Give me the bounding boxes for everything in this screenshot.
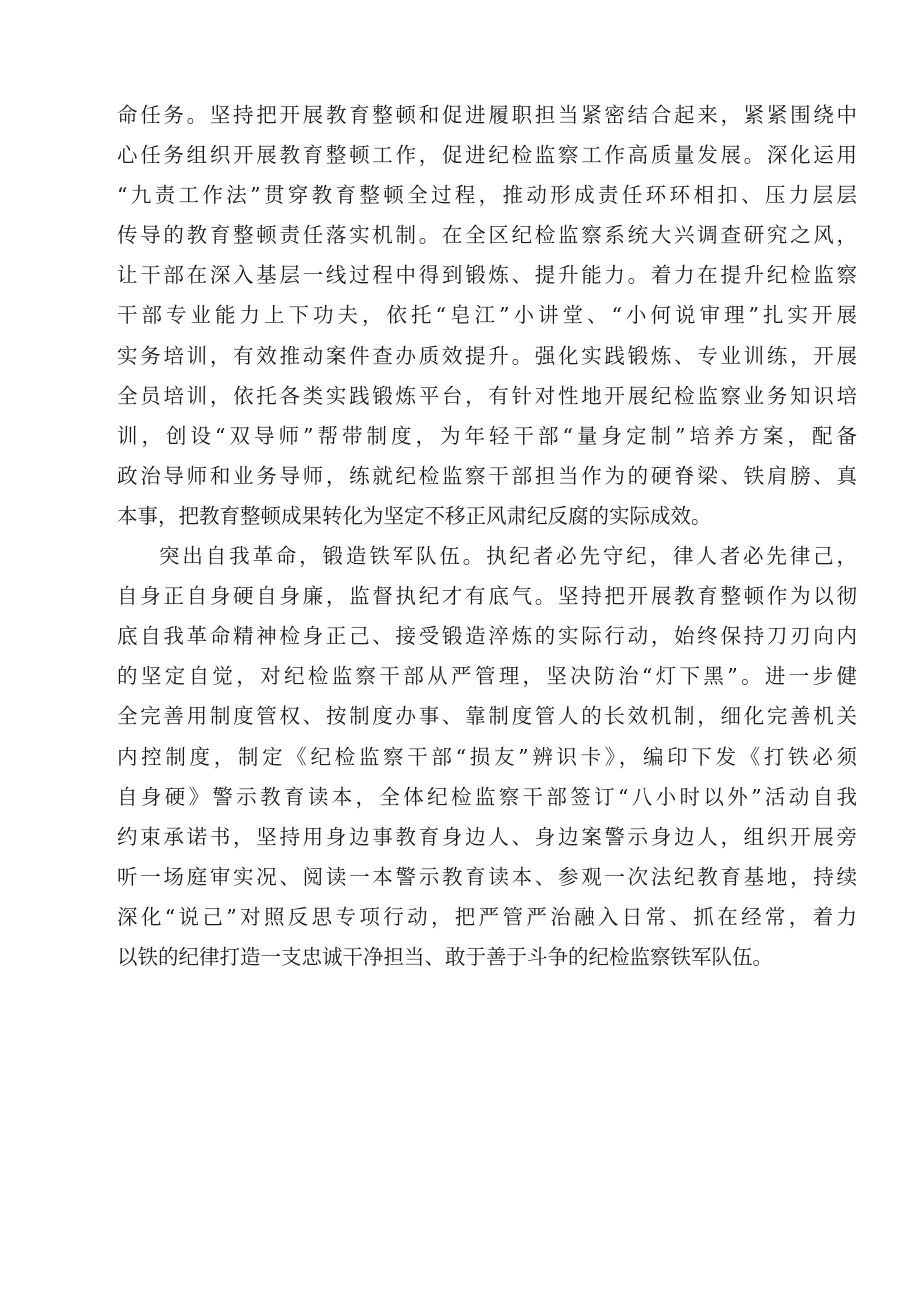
paragraph-line: 约束承诺书，坚持用身边事教育身边人、身边案警示身边人，组织开展旁 — [117, 824, 857, 849]
paragraph-line: 听一场庭审实况、阅读一本警示教育读本、参观一次法纪教育基地，持续 — [117, 864, 857, 889]
paragraph-line: 以铁的纪律打造一支忠诚干净担当、敢于善于斗争的纪检监察铁军队伍。 — [117, 944, 773, 969]
paragraph-line: 政治导师和业务导师，练就纪检监察干部担当作为的硬脊梁、铁肩膀、真 — [117, 463, 857, 488]
paragraph-line: 突出自我革命，锻造铁军队伍。执纪者必先守纪，律人者必先律己， — [159, 544, 857, 569]
paragraph-line: 传导的教育整顿责任落实机制。在全区纪检监察系统大兴调查研究之风， — [117, 223, 857, 248]
paragraph-line: 命任务。坚持把开展教育整顿和促进履职担当紧密结合起来，紧紧围绕中 — [117, 103, 857, 127]
paragraph-line: 本事，把教育整顿成果转化为坚定不移正风肃纪反腐的实际成效。 — [117, 503, 712, 528]
paragraph-line: 干部专业能力上下功夫，依托“皂江”小讲堂、“小何说审理”扎实开展 — [117, 303, 857, 328]
paragraph-1 — [117, 95, 857, 536]
paragraph-line: 的坚定自觉，对纪检监察干部从严管理，坚决防治“灯下黑”。进一步健 — [117, 664, 857, 689]
paragraph-line: 底自我革命精神检身正己、接受锻造淬炼的实际行动，始终保持刀刃向内 — [117, 624, 857, 649]
paragraph-line: 实务培训，有效推动案件查办质效提升。强化实践锻炼、专业训练，开展 — [117, 343, 857, 368]
paragraph-line: 全完善用制度管权、按制度办事、靠制度管人的长效机制，细化完善机关 — [117, 704, 857, 729]
paragraph-line: 全员培训，依托各类实践锻炼平台，有针对性地开展纪检监察业务知识培 — [117, 383, 857, 408]
paragraph-line: 训，创设“双导师”帮带制度，为年轻干部“量身定制”培养方案，配备 — [117, 423, 857, 448]
document-body — [117, 95, 857, 977]
paragraph-line: 让干部在深入基层一线过程中得到锻炼、提升能力。着力在提升纪检监察 — [117, 263, 857, 288]
paragraph-line: 自身硬》警示教育读本，全体纪检监察干部签订“八小时以外”活动自我 — [117, 784, 857, 809]
paragraph-line: 内控制度，制定《纪检监察干部“损友”辨识卡》，编印下发《打铁必须 — [117, 744, 857, 769]
paragraph-2 — [117, 536, 857, 977]
paragraph-line: 心任务组织开展教育整顿工作，促进纪检监察工作高质量发展。深化运用 — [117, 143, 857, 168]
paragraph-line: “九责工作法”贯穿教育整顿全过程，推动形成责任环环相扣、压力层层 — [117, 183, 857, 208]
paragraph-line: 深化“说己”对照反思专项行动，把严管严治融入日常、抓在经常，着力 — [117, 904, 857, 929]
paragraph-line: 自身正自身硬自身廉，监督执纪才有底气。坚持把开展教育整顿作为以彻 — [117, 584, 857, 609]
